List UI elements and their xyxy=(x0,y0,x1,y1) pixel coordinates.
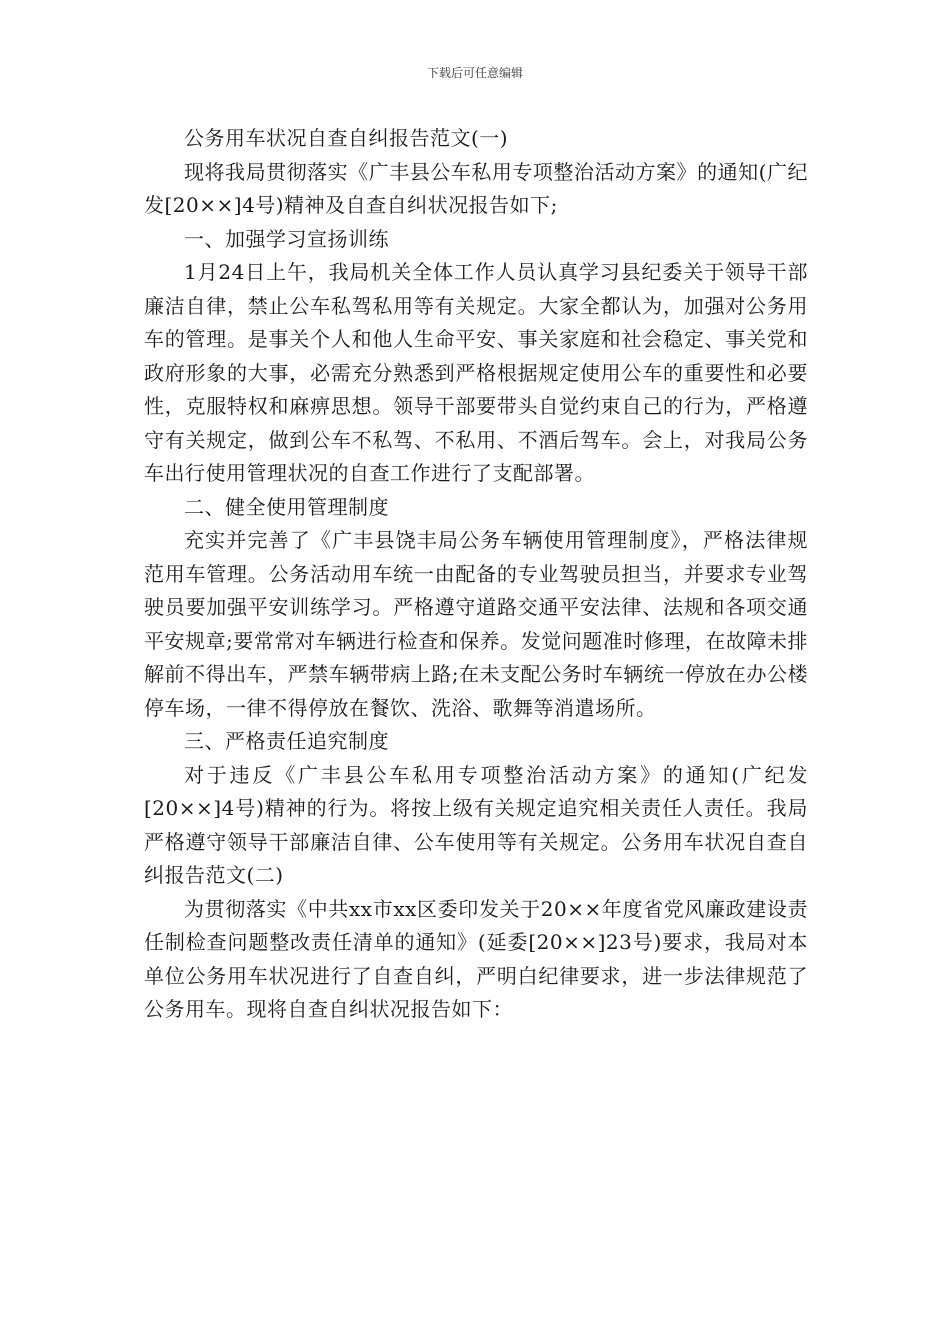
paragraph-second-report-intro: 为贯彻落实《中共xx市xx区委印发关于20××年度省党风廉政建设责任制检查问题整改责任清单的通知》(延委[20××]23号)要求，我局对本单位公务用车状况进行了自查自纠，严明白纪律要求，进一步法律规范了公务用车。现将自查自纠状况报告如下： xyxy=(144,896,808,1021)
section-heading-3: 三、严格责任追究制度 xyxy=(184,729,389,753)
section-heading-1: 一、加强学习宣扬训练 xyxy=(184,226,389,251)
document-title: 公务用车状况自查自纠报告范文(一) xyxy=(184,126,509,150)
paragraph-section-3: 对于违反《广丰县公车私用专项整治活动方案》的通知(广纪发[20××]4号)精神的行为。将按上级有关规定追究相关责任人责任。我局严格遵守领导干部廉洁自律、公车使用等有关规定。公务用车状况自查自纠报告范文(二) xyxy=(144,762,808,887)
document-body xyxy=(144,122,808,1027)
paragraph-intro: 现将我局贯彻落实《广丰县公车私用专项整治活动方案》的通知(广纪发[20××]4号)精神及自查自纠状况报告如下; xyxy=(144,159,808,217)
section-heading-2: 二、健全使用管理制度 xyxy=(184,494,389,519)
paragraph-section-1: 1月24日上午，我局机关全体工作人员认真学习县纪委关于领导干部廉洁自律，禁止公车私驾私用等有关规定。大家全都认为，加强对公务用车的管理。是事关个人和他人生命平安、事关家庭和社会稳定、事关党和政府形象的大事，必需充分熟悉到严格根据规定使用公车的重要性和必要性，克服特权和麻痹思想。领导干部要带头自觉约束自己的行为，严格遵守有关规定，做到公车不私驾、不私用、不酒后驾车。会上，对我局公务车出行使用管理状况的自查工作进行了支配部署。 xyxy=(144,260,808,485)
paragraph-section-2: 充实并完善了《广丰县饶丰局公务车辆使用管理制度》，严格法律规范用车管理。公务活动用车统一由配备的专业驾驶员担当，并要求专业驾驶员要加强平安训练学习。严格遵守道路交通平安法律、法规和各项交通平安规章;要常常对车辆进行检查和保养。发觉问题准时修理，在故障未排解前不得出车，严禁车辆带病上路;在未支配公务时车辆统一停放在办公楼停车场，一律不得停放在餐饮、洗浴、歌舞等消遣场所。 xyxy=(144,528,808,720)
header-note: 下载后可任意编辑 xyxy=(426,66,523,80)
